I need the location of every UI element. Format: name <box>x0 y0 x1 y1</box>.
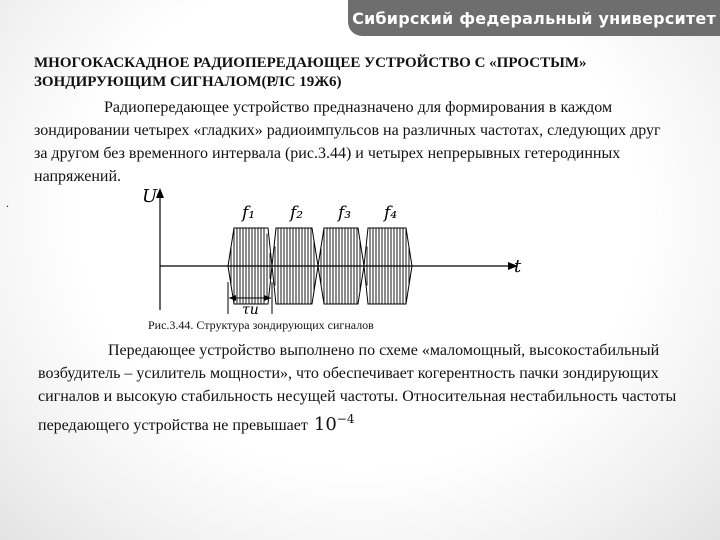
tau-label: τи <box>242 302 259 316</box>
slide-title: МНОГОКАСКАДНОЕ РАДИОПЕРЕДАЮЩЕЕ УСТРОЙСТВО С «ПРОСТЫМ» ЗОНДИРУЮЩИМ СИГНАЛОМ(РЛС 19Ж6) <box>34 55 587 90</box>
university-banner <box>348 0 720 36</box>
signal-structure-figure <box>140 186 540 316</box>
paragraph-purpose <box>34 96 674 188</box>
y-axis-label: U <box>142 186 158 207</box>
paragraph-purpose-text: Радиопередающее устройство предназначено для формирования в каждом зондировании четырех «гладких» радиоимпульсов на различных частотах, следующих друг за другом без временного интервала (рис.3.44) и четырех непрерывных гетеродинных напряжений. <box>34 99 661 185</box>
instability-value: $10^{-4}$ <box>313 412 355 435</box>
freq-label-4: f₄ <box>384 203 398 223</box>
freq-label-2: f₂ <box>290 203 304 223</box>
university-name: Сибирский федеральный университет <box>352 8 716 28</box>
y-axis-arrow <box>156 188 164 198</box>
figure-caption: Рис.3.44. Структура зондирующих сигналов <box>148 318 374 332</box>
freq-label-3: f₃ <box>338 203 352 223</box>
paragraph-transmitter-text: Передающее устройство выполнено по схеме «маломощный, высокостабильный возбудитель – усилитель мощности», что обеспечивает когерентность пачки зондирующих сигналов и высокую стабильность несущей частоты. Относительная нестабильность частоты передающего устройства не превышает <box>38 342 677 434</box>
x-axis-label: t <box>514 256 522 277</box>
tau-arrow-right <box>264 295 271 301</box>
freq-label-1: f₁ <box>242 203 256 223</box>
paragraph-transmitter <box>38 339 678 437</box>
stray-dot: . <box>6 196 9 210</box>
